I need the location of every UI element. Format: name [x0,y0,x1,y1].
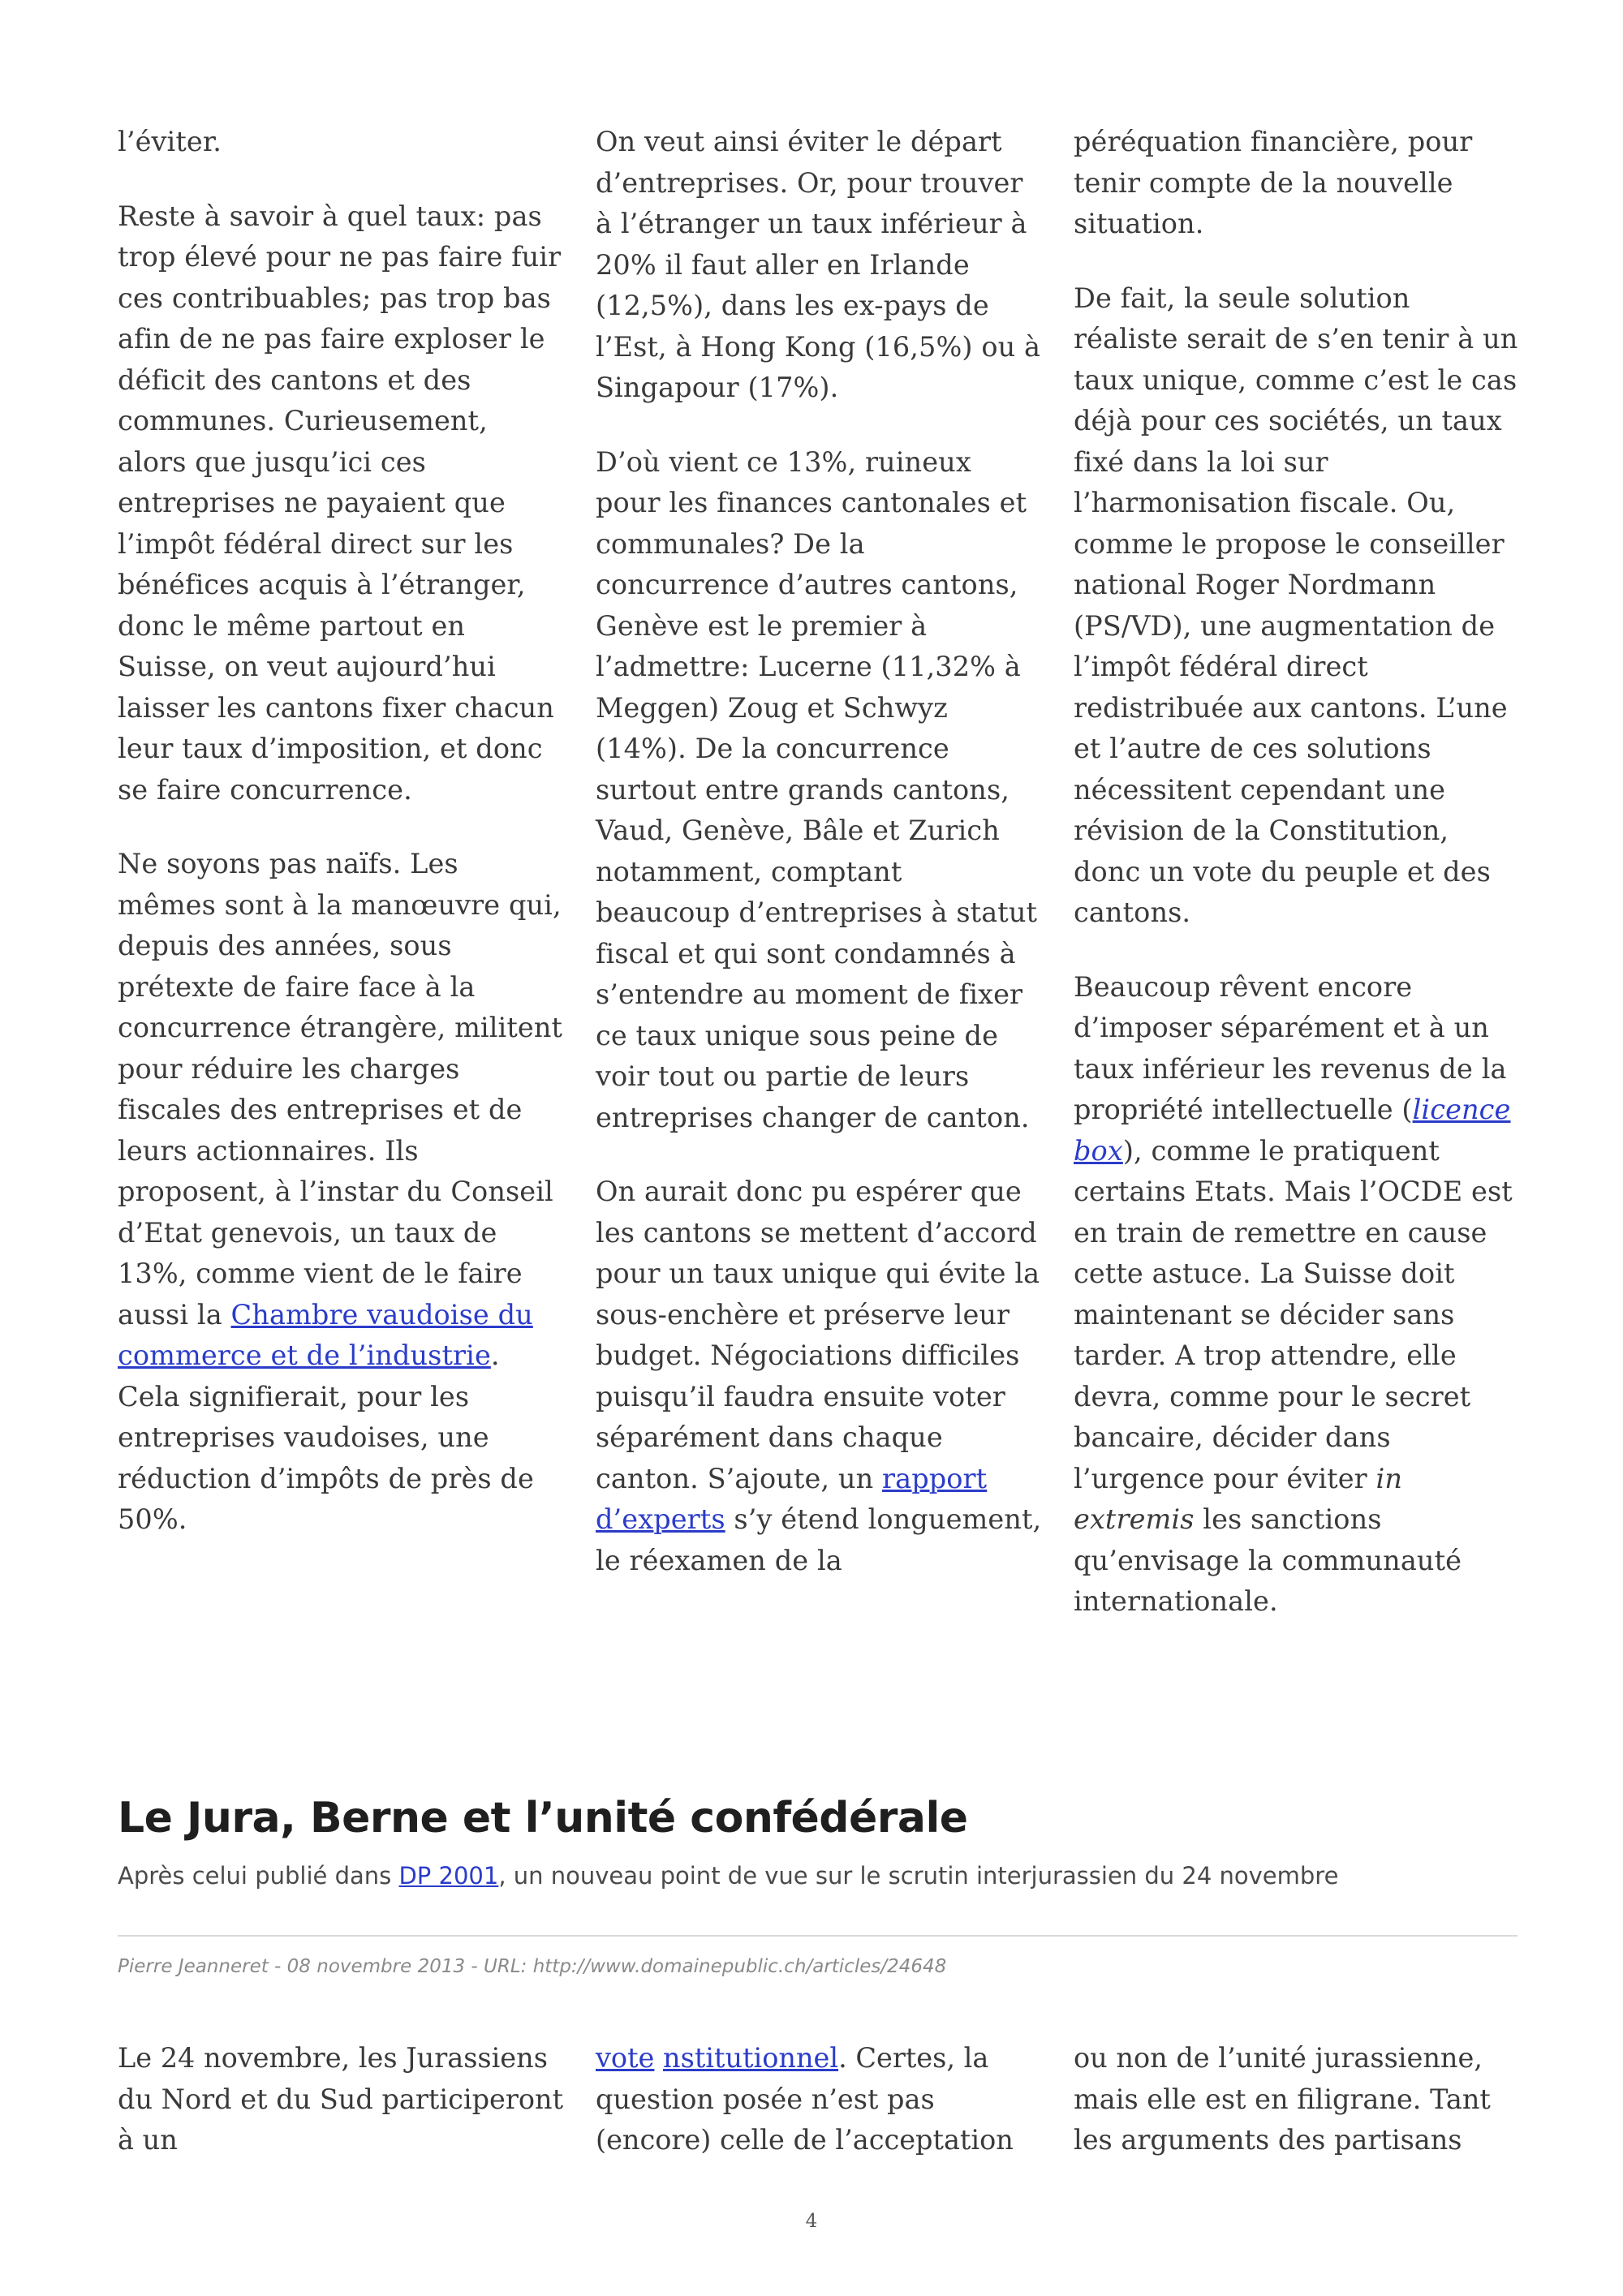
article1-column-3 [1074,122,1520,1656]
paragraph: De fait, la seule solution réaliste serait de s’en tenir à un taux unique, comme c’est le cas déjà pour ces sociétés, un taux fixé dans la loi sur l’harmonisation fiscale. Ou, comme le propose le conseiller national Roger Nordmann (PS/VD), une augmentation de l’impôt fédéral direct redistribuée aux cantons. L’une et l’autre de ces solutions nécessitent cependant une révision de la Constitution, donc un vote du peuple et des cantons. [1074,282,1518,928]
paragraph-text: . Certes, la question posée n’est pas (encore) celle de l’acceptation [596,2042,1014,2156]
paragraph: ou non de l’unité jurassienne, mais elle est en filigrane. Tant les arguments des partisans [1074,2042,1491,2156]
paragraph [1074,967,1520,1623]
paragraph: Reste à savoir à quel taux: pas trop élevé pour ne pas faire fuir ces contribuables; pas trop bas afin de ne pas faire exploser le déficit des cantons et des communes. Curieusement, alors que jusqu’ici ces entreprises ne payaient que l’impôt fédéral direct sur les bénéfices acquis à l’étranger, donc le même partout en Suisse, on veut aujourd’hui laisser les cantons fixer chacun leur taux d’imposition, et donc se faire concurrence. [118,200,562,806]
paragraph-text: ), comme le pratiquent certains Etats. Mais l’OCDE est en train de remettre en cause cette astuce. La Suisse doit maintenant se décider sans tarder. A trop attendre, elle devra, comme pour le secret bancaire, décider dans l’urgence pour éviter [1074,1134,1513,1494]
licence-box-link-text: licence box [1074,1094,1511,1167]
article1-column-2 [596,122,1042,1615]
subtitle-text: Après celui publié dans [118,1862,399,1890]
dp-2001-link[interactable]: DP 2001 [398,1862,499,1890]
article-subtitle [118,1860,1530,1892]
paragraph-text: Beaucoup rêvent encore d’imposer séparément et à un taux inférieur les revenus de la propriété intellectuelle ( [1074,970,1507,1125]
article-meta: Pierre Jeanneret - 08 novembre 2013 - URL: http://www.domainepublic.ch/articles/24648 [118,1956,947,1977]
institutional-link[interactable]: nstitutionnel [663,2042,839,2074]
paragraph-text: s’y étend longuement, le réexamen de la [596,1503,1042,1576]
cvci-link[interactable]: Chambre vaudoise du commerce et de l’industrie [118,1298,533,1371]
paragraph [118,844,564,1541]
paragraph: On veut ainsi éviter le départ d’entreprises. Or, pour trouver à l’étranger un taux inférieur à 20% il faut aller en Irlande (12,5%), dans les ex-pays de l’Est, à Hong Kong (16,5%) ou à Singapour (17%). [596,126,1041,403]
paragraph: péréquation financière, pour tenir compte de la nouvelle situation. [1074,126,1473,239]
paragraph: D’où vient ce 13%, ruineux pour les finances cantonales et communales? De la concurrence d’autres cantons, Genève est le premier à l’admettre: Lucerne (11,32% à Meggen) Zoug et Schwyz (14%). De la concurrence surtout entre grands cantons, Vaud, Genève, Bâle et Zurich notamment, comptant beaucoup d’entreprises à statut fiscal et qui sont condamnés à s’entendre au moment de fixer ce taux unique sous peine de voir tout ou partie de leurs entreprises changer de canton. [596,445,1038,1133]
article-title: Le Jura, Berne et l’unité confédérale [118,1794,968,1842]
paragraph [596,1172,1042,1581]
page-number: 4 [805,2211,818,2232]
article2-column-3 [1074,2038,1520,2161]
paragraph: Le 24 novembre, les Jurassiens du Nord et du Sud participeront à un [118,2042,564,2156]
paragraph [596,2038,1042,2161]
paragraph-text: Ne soyons pas naïfs. Les mêmes sont à la manœuvre qui, depuis des années, sous prétexte de faire face à la concurrence étrangère, militent pour réduire les charges fiscales des entreprises et de leurs actionnaires. Ils proposent, à l’instar du Conseil d’Etat genevois, un taux de 13%, comme vient de le faire aussi la [118,848,563,1331]
paragraph: l’éviter. [118,126,222,157]
article2-column-1 [118,2038,564,2161]
emphasis-text: in extremis [1074,1462,1402,1535]
vote-link[interactable]: vote [596,2042,655,2074]
subtitle-text: , un nouveau point de vue sur le scrutin interjurassien du 24 novembre [498,1862,1339,1890]
article2-column-2 [596,2038,1042,2161]
article1-column-1 [118,122,564,1574]
experts-report-link[interactable]: rapport d’experts [596,1462,988,1535]
paragraph-text: les sanctions qu’envisage la communauté internationale. [1074,1503,1462,1617]
divider [118,1935,1518,1937]
paragraph-text: On aurait donc pu espérer que les cantons se mettent d’accord pour un taux unique qui évite la sous-enchère et préserve leur budget. Négociations difficiles puisqu’il faudra ensuite voter séparément dans chaque canton. S’ajoute, un [596,1176,1040,1494]
paragraph-text: . Cela signifierait, pour les entreprises vaudoises, une réduction d’impôts de près de 50%. [118,1339,534,1535]
